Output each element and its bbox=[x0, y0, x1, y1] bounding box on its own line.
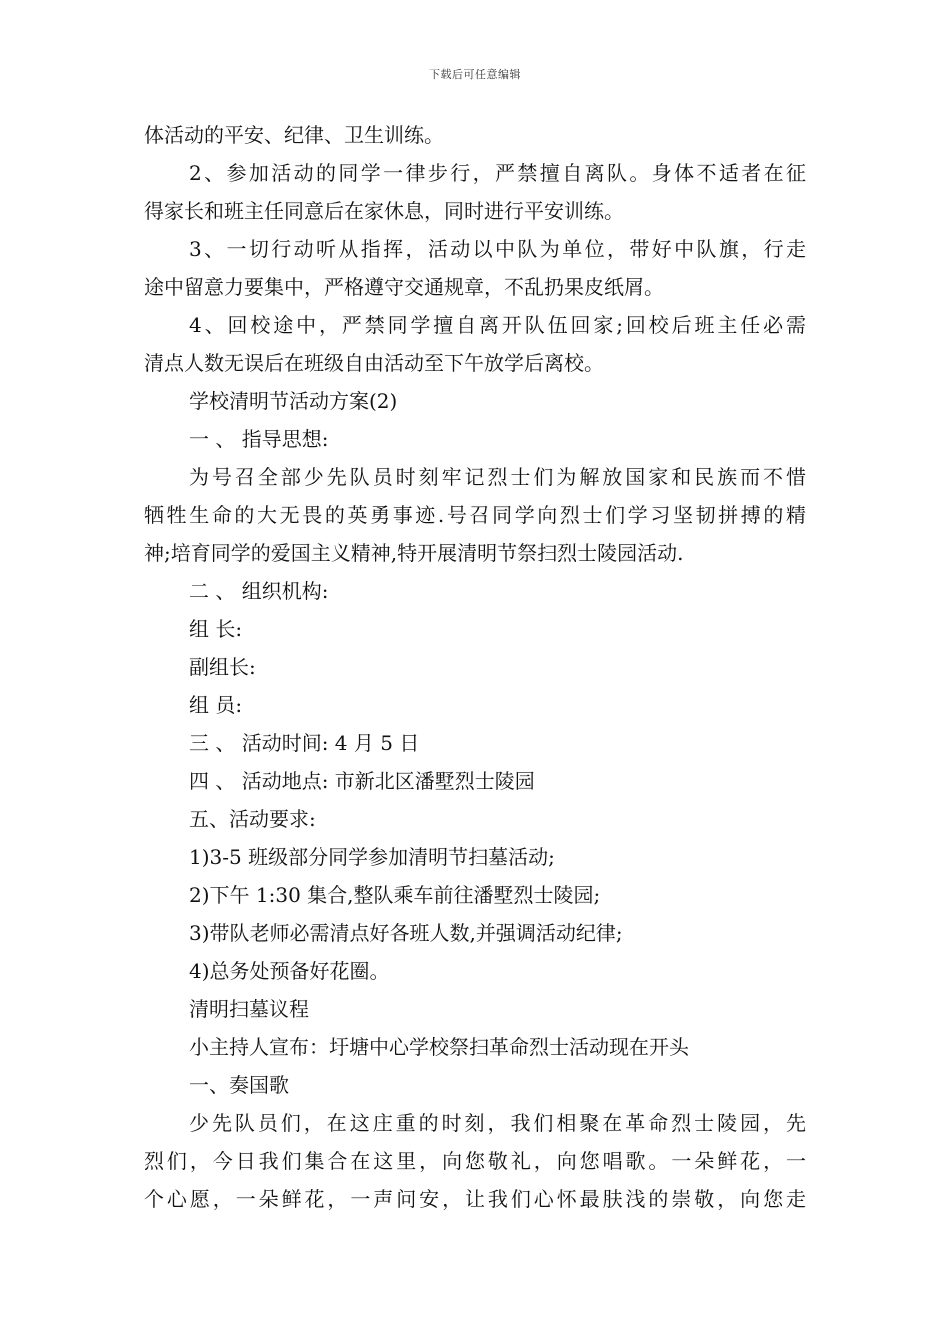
text-line: 小主持人宣布：圩塘中心学校祭扫革命烈士活动现在开头 bbox=[189, 1035, 689, 1059]
text-line: 一、奏国歌 bbox=[189, 1073, 289, 1097]
text-line: 牺牲生命的大无畏的英勇事迹.号召同学向烈士们学习坚韧拼搏的精 bbox=[144, 503, 806, 527]
text-line: 1)3-5 班级部分同学参加清明节扫墓活动; bbox=[189, 845, 555, 869]
text-line: 学校清明节活动方案(2) bbox=[189, 389, 398, 413]
text-line: 体活动的平安、纪律、卫生训练。 bbox=[144, 123, 444, 147]
text-line: 五、活动要求: bbox=[189, 807, 316, 831]
text-line: 2)下午 1:30 集合,整队乘车前往潘墅烈士陵园; bbox=[189, 883, 601, 907]
page-header: 下载后可任意编辑 bbox=[429, 68, 521, 81]
text-line: 3、一切行动听从指挥，活动以中队为单位，带好中队旗，行走 bbox=[189, 237, 806, 261]
text-line: 四 、 活动地点: 市新北区潘墅烈士陵园 bbox=[189, 769, 535, 793]
text-line: 3)带队老师必需清点好各班人数,并强调活动纪律; bbox=[189, 921, 623, 945]
text-line: 副组长: bbox=[189, 655, 256, 679]
text-line: 少先队员们，在这庄重的时刻，我们相聚在革命烈士陵园，先 bbox=[189, 1111, 806, 1135]
text-line: 组 员: bbox=[189, 693, 243, 717]
text-line: 得家长和班主任同意后在家休息，同时进行平安训练。 bbox=[144, 199, 624, 223]
text-line: 组 长: bbox=[189, 617, 243, 641]
text-line: 清明扫墓议程 bbox=[189, 997, 309, 1021]
text-line: 途中留意力要集中，严格遵守交通规章，不乱扔果皮纸屑。 bbox=[144, 275, 664, 299]
document-body bbox=[144, 116, 806, 1218]
text-line: 二 、 组织机构: bbox=[189, 579, 329, 603]
text-line: 清点人数无误后在班级自由活动至下午放学后离校。 bbox=[144, 351, 604, 375]
text-line: 一 、 指导思想: bbox=[189, 427, 329, 451]
text-line: 4)总务处预备好花圈。 bbox=[189, 959, 390, 983]
text-line: 2、参加活动的同学一律步行，严禁擅自离队。身体不适者在征 bbox=[189, 161, 806, 185]
text-line: 个心愿，一朵鲜花，一声问安，让我们心怀最肤浅的崇敬，向您走 bbox=[144, 1187, 806, 1211]
text-line: 神;培育同学的爱国主义精神,特开展清明节祭扫烈士陵园活动. bbox=[144, 541, 684, 565]
text-line: 为号召全部少先队员时刻牢记烈士们为解放国家和民族而不惜 bbox=[189, 465, 806, 489]
text-line: 4、回校途中，严禁同学擅自离开队伍回家;回校后班主任必需 bbox=[189, 313, 806, 337]
text-line: 烈们，今日我们集合在这里，向您敬礼，向您唱歌。一朵鲜花，一 bbox=[144, 1149, 806, 1173]
text-line: 三 、 活动时间: 4 月 5 日 bbox=[189, 731, 420, 755]
